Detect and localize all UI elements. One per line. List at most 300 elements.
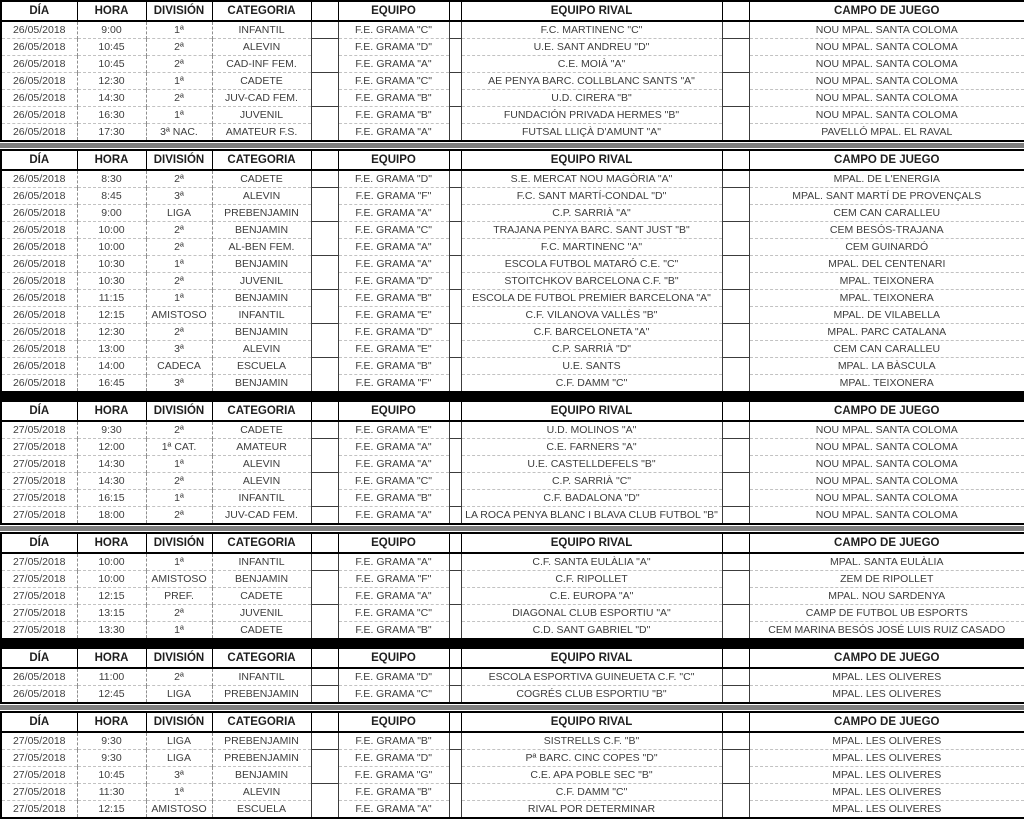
score-box bbox=[449, 21, 461, 39]
cell-campo: NOU MPAL. SANTA COLOMA bbox=[749, 473, 1024, 490]
score-box bbox=[311, 439, 338, 456]
score-box bbox=[722, 490, 749, 507]
cell-equipo: F.E. GRAMA "D" bbox=[338, 273, 449, 290]
table-row bbox=[1, 622, 1024, 640]
cell-rival: TRAJANA PENYA BARC. SANT JUST "B" bbox=[461, 222, 722, 239]
cell-division: 2ª bbox=[146, 39, 212, 56]
cell-hora: 10:45 bbox=[77, 39, 146, 56]
cell-rival: RIVAL POR DETERMINAR bbox=[461, 801, 722, 819]
cell-rival: C.F. BARCELONETA "A" bbox=[461, 324, 722, 341]
score-box bbox=[449, 801, 461, 819]
cell-hora: 11:00 bbox=[77, 668, 146, 686]
cell-rival: C.E. MOIÀ "A" bbox=[461, 56, 722, 73]
table-row bbox=[1, 73, 1024, 90]
cell-division: 2ª bbox=[146, 421, 212, 439]
header-division: DIVISIÓN bbox=[146, 648, 212, 668]
score-box bbox=[722, 507, 749, 525]
table-row bbox=[1, 375, 1024, 393]
cell-rival: F.C. MARTINENC "A" bbox=[461, 239, 722, 256]
header-categoria: CATEGORIA bbox=[212, 648, 311, 668]
cell-equipo: F.E. GRAMA "C" bbox=[338, 21, 449, 39]
cell-dia: 27/05/2018 bbox=[1, 507, 77, 525]
cell-campo: CEM MARINA BESÓS JOSÉ LUIS RUIZ CASADO bbox=[749, 622, 1024, 640]
score-box bbox=[722, 256, 749, 273]
score-box bbox=[311, 290, 338, 307]
cell-categoria: BENJAMIN bbox=[212, 571, 311, 588]
header-row bbox=[1, 150, 1024, 170]
header-campo: CAMPO DE JUEGO bbox=[749, 712, 1024, 732]
table-row bbox=[1, 205, 1024, 222]
cell-rival: U.D. CIRERA "B" bbox=[461, 90, 722, 107]
cell-division: 1ª bbox=[146, 622, 212, 640]
cell-categoria: BENJAMIN bbox=[212, 767, 311, 784]
table-row bbox=[1, 90, 1024, 107]
cell-division: 2ª bbox=[146, 239, 212, 256]
cell-hora: 8:45 bbox=[77, 188, 146, 205]
cell-dia: 26/05/2018 bbox=[1, 256, 77, 273]
header-campo: CAMPO DE JUEGO bbox=[749, 401, 1024, 421]
cell-division: 2ª bbox=[146, 90, 212, 107]
score-box bbox=[722, 188, 749, 205]
cell-campo: CAMP DE FUTBOL UB ESPORTS bbox=[749, 605, 1024, 622]
cell-division: 1ª bbox=[146, 21, 212, 39]
cell-rival: C.F. RIPOLLET bbox=[461, 571, 722, 588]
table-row bbox=[1, 605, 1024, 622]
header-row bbox=[1, 533, 1024, 553]
score-box bbox=[311, 507, 338, 525]
cell-categoria: CADETE bbox=[212, 588, 311, 605]
header-spacer bbox=[311, 150, 338, 170]
cell-equipo: F.E. GRAMA "C" bbox=[338, 686, 449, 704]
section-separator-black bbox=[0, 640, 1024, 647]
header-dia: DÍA bbox=[1, 712, 77, 732]
score-box bbox=[311, 605, 338, 622]
cell-campo: NOU MPAL. SANTA COLOMA bbox=[749, 90, 1024, 107]
cell-campo: CEM CAN CARALLEU bbox=[749, 205, 1024, 222]
schedule-section-5 bbox=[0, 647, 1024, 704]
score-box bbox=[722, 767, 749, 784]
score-box bbox=[311, 686, 338, 704]
cell-categoria: JUVENIL bbox=[212, 273, 311, 290]
cell-dia: 26/05/2018 bbox=[1, 90, 77, 107]
cell-hora: 14:30 bbox=[77, 90, 146, 107]
cell-campo: MPAL. LES OLIVERES bbox=[749, 686, 1024, 704]
header-equipo: EQUIPO bbox=[338, 712, 449, 732]
cell-division: AMISTOSO bbox=[146, 571, 212, 588]
cell-campo: MPAL. DEL CENTENARI bbox=[749, 256, 1024, 273]
table-row bbox=[1, 686, 1024, 704]
cell-equipo: F.E. GRAMA "E" bbox=[338, 421, 449, 439]
cell-hora: 10:00 bbox=[77, 553, 146, 571]
header-campo: CAMPO DE JUEGO bbox=[749, 150, 1024, 170]
cell-campo: CEM CAN CARALLEU bbox=[749, 341, 1024, 358]
score-box bbox=[449, 456, 461, 473]
cell-division: PREF. bbox=[146, 588, 212, 605]
score-box bbox=[449, 73, 461, 90]
header-spacer bbox=[722, 533, 749, 553]
cell-hora: 12:30 bbox=[77, 324, 146, 341]
cell-campo: NOU MPAL. SANTA COLOMA bbox=[749, 107, 1024, 124]
table-row bbox=[1, 732, 1024, 750]
score-box bbox=[722, 273, 749, 290]
table-row bbox=[1, 170, 1024, 188]
cell-hora: 9:00 bbox=[77, 205, 146, 222]
score-box bbox=[449, 732, 461, 750]
cell-division: LIGA bbox=[146, 205, 212, 222]
cell-division: AMISTOSO bbox=[146, 307, 212, 324]
table-row bbox=[1, 439, 1024, 456]
cell-hora: 9:30 bbox=[77, 750, 146, 767]
header-campo: CAMPO DE JUEGO bbox=[749, 1, 1024, 21]
cell-equipo: F.E. GRAMA "E" bbox=[338, 307, 449, 324]
cell-categoria: BENJAMIN bbox=[212, 375, 311, 393]
cell-division: 2ª bbox=[146, 273, 212, 290]
header-hora: HORA bbox=[77, 712, 146, 732]
cell-categoria: ALEVIN bbox=[212, 456, 311, 473]
score-box bbox=[722, 571, 749, 588]
cell-dia: 27/05/2018 bbox=[1, 439, 77, 456]
cell-categoria: CADETE bbox=[212, 170, 311, 188]
header-row bbox=[1, 712, 1024, 732]
cell-categoria: JUV-CAD FEM. bbox=[212, 507, 311, 525]
table-row bbox=[1, 490, 1024, 507]
table-row bbox=[1, 56, 1024, 73]
score-box bbox=[722, 750, 749, 767]
header-spacer bbox=[311, 401, 338, 421]
table-row bbox=[1, 456, 1024, 473]
section-separator-gray bbox=[0, 525, 1024, 532]
cell-dia: 26/05/2018 bbox=[1, 170, 77, 188]
score-box bbox=[311, 39, 338, 56]
score-box bbox=[311, 622, 338, 640]
schedule-section-3 bbox=[0, 400, 1024, 525]
cell-categoria: INFANTIL bbox=[212, 21, 311, 39]
cell-dia: 27/05/2018 bbox=[1, 553, 77, 571]
cell-hora: 11:15 bbox=[77, 290, 146, 307]
header-rival: EQUIPO RIVAL bbox=[461, 712, 722, 732]
cell-campo: MPAL. DE L'ENERGIA bbox=[749, 170, 1024, 188]
cell-campo: NOU MPAL. SANTA COLOMA bbox=[749, 439, 1024, 456]
cell-categoria: PREBENJAMIN bbox=[212, 686, 311, 704]
table-row bbox=[1, 341, 1024, 358]
schedule-section-6 bbox=[0, 711, 1024, 819]
header-categoria: CATEGORIA bbox=[212, 150, 311, 170]
cell-hora: 16:15 bbox=[77, 490, 146, 507]
cell-categoria: INFANTIL bbox=[212, 307, 311, 324]
cell-hora: 10:30 bbox=[77, 256, 146, 273]
score-box bbox=[722, 56, 749, 73]
cell-hora: 16:45 bbox=[77, 375, 146, 393]
cell-equipo: F.E. GRAMA "B" bbox=[338, 290, 449, 307]
table-row bbox=[1, 668, 1024, 686]
score-box bbox=[311, 750, 338, 767]
cell-campo: NOU MPAL. SANTA COLOMA bbox=[749, 421, 1024, 439]
score-box bbox=[722, 421, 749, 439]
score-box bbox=[449, 222, 461, 239]
score-box bbox=[311, 553, 338, 571]
table-row bbox=[1, 188, 1024, 205]
score-box bbox=[311, 170, 338, 188]
cell-equipo: F.E. GRAMA "C" bbox=[338, 605, 449, 622]
cell-dia: 26/05/2018 bbox=[1, 358, 77, 375]
table-row bbox=[1, 571, 1024, 588]
score-box bbox=[722, 290, 749, 307]
header-spacer bbox=[722, 150, 749, 170]
cell-dia: 26/05/2018 bbox=[1, 21, 77, 39]
cell-dia: 27/05/2018 bbox=[1, 801, 77, 819]
header-hora: HORA bbox=[77, 150, 146, 170]
header-spacer bbox=[722, 648, 749, 668]
header-rival: EQUIPO RIVAL bbox=[461, 533, 722, 553]
header-dia: DÍA bbox=[1, 648, 77, 668]
cell-equipo: F.E. GRAMA "D" bbox=[338, 750, 449, 767]
cell-equipo: F.E. GRAMA "A" bbox=[338, 439, 449, 456]
score-box bbox=[722, 222, 749, 239]
cell-dia: 26/05/2018 bbox=[1, 668, 77, 686]
cell-division: LIGA bbox=[146, 750, 212, 767]
cell-dia: 27/05/2018 bbox=[1, 456, 77, 473]
score-box bbox=[449, 490, 461, 507]
score-box bbox=[311, 456, 338, 473]
score-box bbox=[311, 73, 338, 90]
cell-categoria: BENJAMIN bbox=[212, 222, 311, 239]
cell-equipo: F.E. GRAMA "B" bbox=[338, 732, 449, 750]
cell-dia: 26/05/2018 bbox=[1, 56, 77, 73]
cell-equipo: F.E. GRAMA "B" bbox=[338, 358, 449, 375]
cell-division: LIGA bbox=[146, 732, 212, 750]
table-row bbox=[1, 39, 1024, 56]
header-spacer bbox=[722, 1, 749, 21]
cell-rival: STOITCHKOV BARCELONA C.F. "B" bbox=[461, 273, 722, 290]
header-division: DIVISIÓN bbox=[146, 1, 212, 21]
cell-division: 1ª bbox=[146, 256, 212, 273]
score-box bbox=[311, 473, 338, 490]
score-box bbox=[449, 588, 461, 605]
header-hora: HORA bbox=[77, 533, 146, 553]
header-spacer bbox=[722, 712, 749, 732]
cell-dia: 26/05/2018 bbox=[1, 222, 77, 239]
cell-equipo: F.E. GRAMA "B" bbox=[338, 107, 449, 124]
header-campo: CAMPO DE JUEGO bbox=[749, 533, 1024, 553]
cell-hora: 14:30 bbox=[77, 473, 146, 490]
score-box bbox=[311, 588, 338, 605]
cell-hora: 9:30 bbox=[77, 421, 146, 439]
table-row bbox=[1, 750, 1024, 767]
cell-hora: 14:00 bbox=[77, 358, 146, 375]
cell-categoria: JUVENIL bbox=[212, 605, 311, 622]
score-box bbox=[311, 256, 338, 273]
cell-equipo: F.E. GRAMA "F" bbox=[338, 571, 449, 588]
cell-rival: AE PENYA BARC. COLLBLANC SANTS "A" bbox=[461, 73, 722, 90]
header-equipo: EQUIPO bbox=[338, 150, 449, 170]
table-row bbox=[1, 307, 1024, 324]
score-box bbox=[311, 784, 338, 801]
cell-hora: 12:15 bbox=[77, 801, 146, 819]
cell-dia: 26/05/2018 bbox=[1, 107, 77, 124]
cell-division: 1ª bbox=[146, 553, 212, 571]
table-row bbox=[1, 801, 1024, 819]
cell-equipo: F.E. GRAMA "C" bbox=[338, 473, 449, 490]
header-categoria: CATEGORIA bbox=[212, 401, 311, 421]
cell-dia: 26/05/2018 bbox=[1, 686, 77, 704]
cell-equipo: F.E. GRAMA "A" bbox=[338, 801, 449, 819]
score-box bbox=[449, 39, 461, 56]
cell-dia: 27/05/2018 bbox=[1, 732, 77, 750]
cell-hora: 10:30 bbox=[77, 273, 146, 290]
cell-rival: U.E. SANT ANDREU "D" bbox=[461, 39, 722, 56]
score-box bbox=[449, 124, 461, 142]
cell-division: 2ª bbox=[146, 324, 212, 341]
header-categoria: CATEGORIA bbox=[212, 1, 311, 21]
table-row bbox=[1, 421, 1024, 439]
cell-division: 2ª bbox=[146, 605, 212, 622]
cell-campo: MPAL. LA BÀSCULA bbox=[749, 358, 1024, 375]
cell-division: 1ª CAT. bbox=[146, 439, 212, 456]
cell-equipo: F.E. GRAMA "B" bbox=[338, 90, 449, 107]
cell-equipo: F.E. GRAMA "A" bbox=[338, 456, 449, 473]
cell-categoria: ALEVIN bbox=[212, 341, 311, 358]
cell-equipo: F.E. GRAMA "D" bbox=[338, 170, 449, 188]
cell-equipo: F.E. GRAMA "A" bbox=[338, 124, 449, 142]
cell-division: 1ª bbox=[146, 456, 212, 473]
score-box bbox=[311, 801, 338, 819]
table-row bbox=[1, 256, 1024, 273]
cell-hora: 12:30 bbox=[77, 73, 146, 90]
cell-rival: F.C. MARTINENC "C" bbox=[461, 21, 722, 39]
table-row bbox=[1, 473, 1024, 490]
cell-rival: C.F. SANTA EULÀLIA "A" bbox=[461, 553, 722, 571]
cell-dia: 26/05/2018 bbox=[1, 205, 77, 222]
score-box bbox=[311, 56, 338, 73]
cell-hora: 11:30 bbox=[77, 784, 146, 801]
score-box bbox=[722, 170, 749, 188]
cell-rival: C.F. VILANOVA VALLÈS "B" bbox=[461, 307, 722, 324]
score-box bbox=[449, 686, 461, 704]
cell-hora: 10:45 bbox=[77, 767, 146, 784]
cell-hora: 10:45 bbox=[77, 56, 146, 73]
section-separator-black bbox=[0, 393, 1024, 400]
cell-categoria: ALEVIN bbox=[212, 39, 311, 56]
score-box bbox=[449, 767, 461, 784]
score-box bbox=[311, 324, 338, 341]
score-box bbox=[449, 56, 461, 73]
cell-dia: 26/05/2018 bbox=[1, 239, 77, 256]
score-box bbox=[722, 324, 749, 341]
cell-campo: ZEM DE RIPOLLET bbox=[749, 571, 1024, 588]
score-box bbox=[449, 605, 461, 622]
cell-dia: 27/05/2018 bbox=[1, 622, 77, 640]
cell-categoria: ALEVIN bbox=[212, 784, 311, 801]
table-row bbox=[1, 222, 1024, 239]
cell-categoria: PREBENJAMIN bbox=[212, 732, 311, 750]
cell-equipo: F.E. GRAMA "C" bbox=[338, 73, 449, 90]
score-box bbox=[449, 571, 461, 588]
cell-hora: 13:30 bbox=[77, 622, 146, 640]
score-box bbox=[449, 341, 461, 358]
cell-rival: LA ROCA PENYA BLANC I BLAVA CLUB FUTBOL "B" bbox=[461, 507, 722, 525]
cell-campo: NOU MPAL. SANTA COLOMA bbox=[749, 39, 1024, 56]
score-box bbox=[722, 473, 749, 490]
cell-division: 1ª bbox=[146, 784, 212, 801]
cell-dia: 26/05/2018 bbox=[1, 188, 77, 205]
cell-rival: COGRÉS CLUB ESPORTIU "B" bbox=[461, 686, 722, 704]
cell-rival: U.E. SANTS bbox=[461, 358, 722, 375]
cell-equipo: F.E. GRAMA "D" bbox=[338, 668, 449, 686]
cell-dia: 26/05/2018 bbox=[1, 307, 77, 324]
section-separator-gray bbox=[0, 704, 1024, 711]
cell-division: 2ª bbox=[146, 473, 212, 490]
cell-categoria: INFANTIL bbox=[212, 490, 311, 507]
cell-hora: 12:45 bbox=[77, 686, 146, 704]
cell-campo: MPAL. PARC CATALANA bbox=[749, 324, 1024, 341]
cell-rival: FUNDACIÓN PRIVADA HERMES "B" bbox=[461, 107, 722, 124]
cell-equipo: F.E. GRAMA "D" bbox=[338, 39, 449, 56]
score-box bbox=[449, 188, 461, 205]
header-rival: EQUIPO RIVAL bbox=[461, 401, 722, 421]
score-box bbox=[722, 124, 749, 142]
cell-rival: FUTSAL LLIÇÀ D'AMUNT "A" bbox=[461, 124, 722, 142]
cell-rival: Pª BARC. CINC COPES "D" bbox=[461, 750, 722, 767]
header-campo: CAMPO DE JUEGO bbox=[749, 648, 1024, 668]
score-box bbox=[449, 358, 461, 375]
cell-categoria: AMATEUR bbox=[212, 439, 311, 456]
cell-categoria: BENJAMIN bbox=[212, 324, 311, 341]
cell-equipo: F.E. GRAMA "B" bbox=[338, 490, 449, 507]
score-box bbox=[449, 507, 461, 525]
cell-campo: MPAL. DE VILABELLA bbox=[749, 307, 1024, 324]
cell-rival: C.F. BADALONA "D" bbox=[461, 490, 722, 507]
cell-rival: C.P. SARRIÀ "A" bbox=[461, 205, 722, 222]
score-box bbox=[722, 90, 749, 107]
cell-campo: MPAL. TEIXONERA bbox=[749, 290, 1024, 307]
score-box bbox=[449, 256, 461, 273]
score-box bbox=[449, 273, 461, 290]
cell-dia: 26/05/2018 bbox=[1, 73, 77, 90]
cell-dia: 26/05/2018 bbox=[1, 341, 77, 358]
cell-division: 3ª bbox=[146, 188, 212, 205]
cell-campo: NOU MPAL. SANTA COLOMA bbox=[749, 73, 1024, 90]
score-box bbox=[311, 668, 338, 686]
cell-categoria: ESCUELA bbox=[212, 801, 311, 819]
score-box bbox=[311, 341, 338, 358]
cell-division: LIGA bbox=[146, 686, 212, 704]
cell-dia: 27/05/2018 bbox=[1, 588, 77, 605]
header-division: DIVISIÓN bbox=[146, 712, 212, 732]
header-spacer bbox=[722, 401, 749, 421]
header-spacer bbox=[311, 533, 338, 553]
cell-campo: PAVELLÓ MPAL. EL RAVAL bbox=[749, 124, 1024, 142]
header-division: DIVISIÓN bbox=[146, 533, 212, 553]
cell-division: 1ª bbox=[146, 290, 212, 307]
header-rival: EQUIPO RIVAL bbox=[461, 150, 722, 170]
header-division: DIVISIÓN bbox=[146, 150, 212, 170]
header-row bbox=[1, 648, 1024, 668]
cell-division: 2ª bbox=[146, 170, 212, 188]
header-spacer bbox=[449, 712, 461, 732]
cell-hora: 10:00 bbox=[77, 571, 146, 588]
cell-hora: 10:00 bbox=[77, 222, 146, 239]
cell-categoria: JUV-CAD FEM. bbox=[212, 90, 311, 107]
header-division: DIVISIÓN bbox=[146, 401, 212, 421]
cell-equipo: F.E. GRAMA "A" bbox=[338, 507, 449, 525]
cell-campo: MPAL. SANTA EULÀLIA bbox=[749, 553, 1024, 571]
header-hora: HORA bbox=[77, 1, 146, 21]
cell-hora: 9:30 bbox=[77, 732, 146, 750]
cell-division: 1ª bbox=[146, 107, 212, 124]
score-box bbox=[311, 732, 338, 750]
cell-equipo: F.E. GRAMA "F" bbox=[338, 375, 449, 393]
table-row bbox=[1, 239, 1024, 256]
